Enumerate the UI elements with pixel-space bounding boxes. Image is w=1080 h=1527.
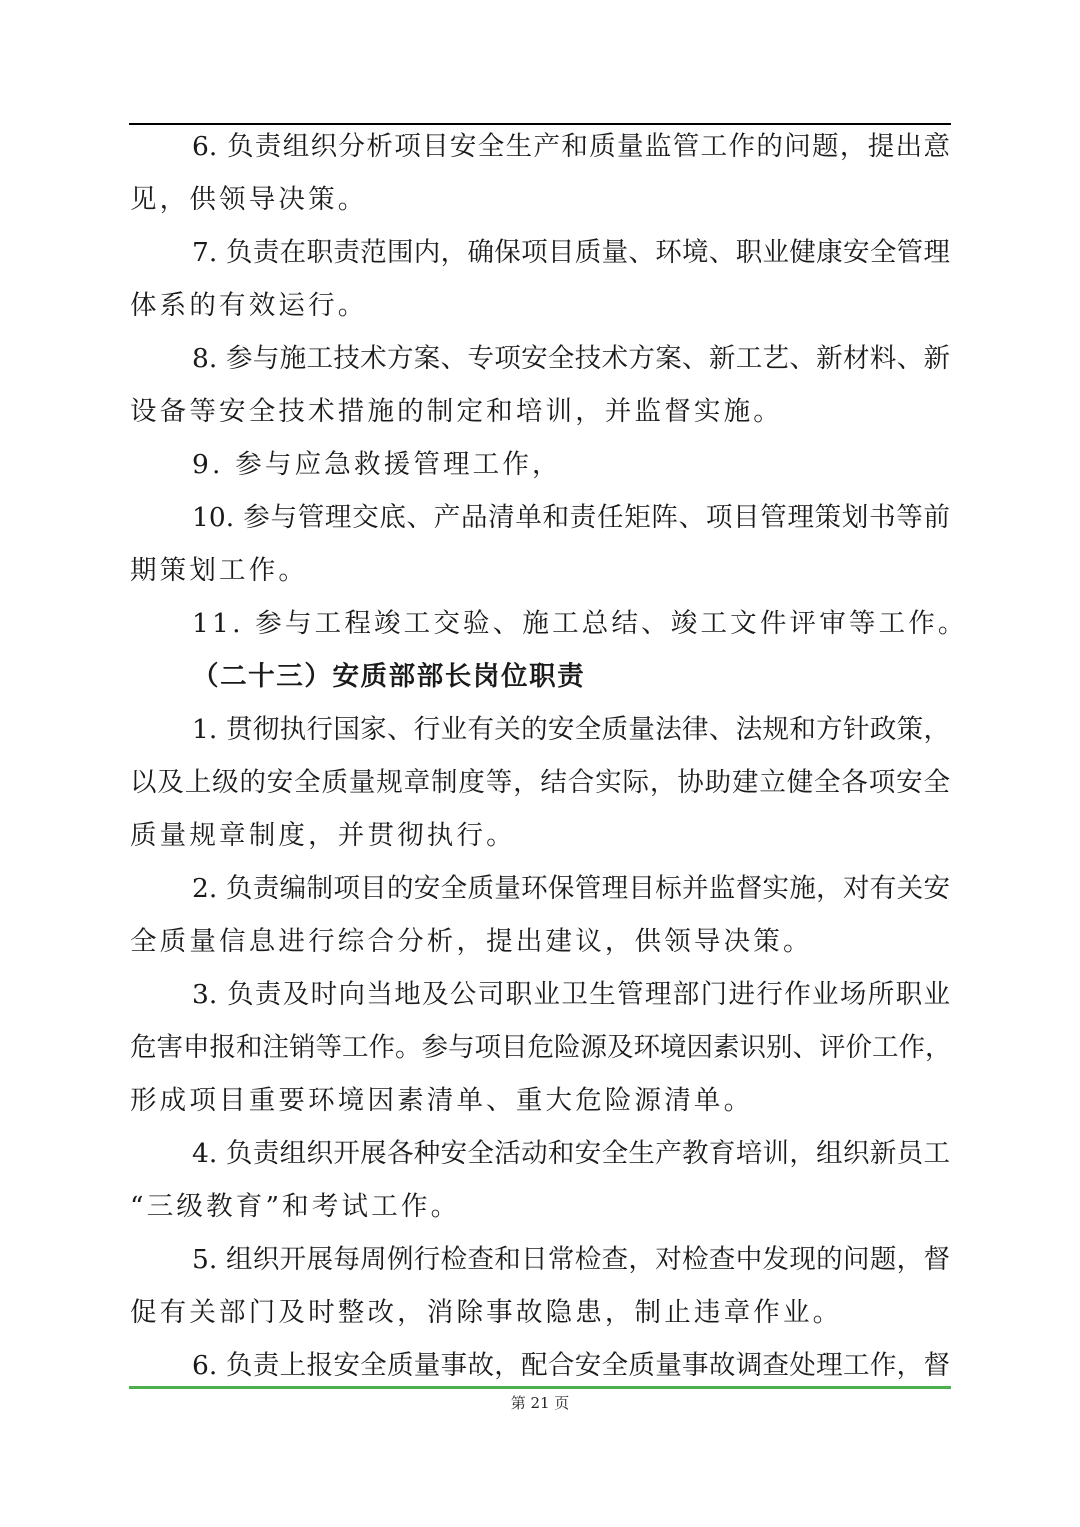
footer-rule xyxy=(129,1386,951,1389)
text-line: 见，供领导决策。 xyxy=(130,184,368,215)
text-line: 3. 负责及时向当地及公司职业卫生管理部门进行作业场所职业 xyxy=(192,979,950,1010)
text-line: “三级教育”和考试工作。 xyxy=(130,1191,461,1222)
text-line: 5. 组织开展每周例行检查和日常检查，对检查中发现的问题，督 xyxy=(192,1244,950,1275)
text-line: 6. 负责上报安全质量事故，配合安全质量事故调查处理工作，督 xyxy=(192,1350,950,1381)
document-body xyxy=(130,120,968,1392)
page-number: 第 21 页 xyxy=(510,1394,570,1412)
text-line: 10. 参与管理交底、产品清单和责任矩阵、项目管理策划书等前 xyxy=(192,502,950,533)
text-line: 6. 负责组织分析项目安全生产和质量监管工作的问题，提出意 xyxy=(192,131,950,162)
text-line: 9. 参与应急救援管理工作， xyxy=(192,449,562,480)
text-line: 促有关部门及时整改，消除事故隐患，制止违章作业。 xyxy=(130,1297,843,1328)
text-line: 全质量信息进行综合分析，提出建议，供领导决策。 xyxy=(130,926,813,957)
text-line: 11. 参与工程竣工交验、施工总结、竣工文件评审等工作。 xyxy=(192,608,968,639)
text-line: 8. 参与施工技术方案、专项安全技术方案、新工艺、新材料、新 xyxy=(192,343,950,374)
text-line: 以及上级的安全质量规章制度等，结合实际，协助建立健全各项安全 xyxy=(130,767,950,798)
text-line: 2. 负责编制项目的安全质量环保管理目标并监督实施，对有关安 xyxy=(192,873,950,904)
text-line: 7. 负责在职责范围内，确保项目质量、环境、职业健康安全管理 xyxy=(192,237,950,268)
text-line: 形成项目重要环境因素清单、重大危险源清单。 xyxy=(130,1085,754,1116)
section-heading: （二十三）安质部部长岗位职责 xyxy=(192,661,586,692)
text-line: 1. 贯彻执行国家、行业有关的安全质量法律、法规和方针政策， xyxy=(192,714,950,745)
text-line: 质量规章制度，并贯彻执行。 xyxy=(130,820,516,851)
text-line: 体系的有效运行。 xyxy=(130,290,368,321)
text-line: 4. 负责组织开展各种安全活动和安全生产教育培训，组织新员工 xyxy=(192,1138,950,1169)
text-line: 设备等安全技术措施的制定和培训，并监督实施。 xyxy=(130,396,783,427)
text-line: 危害申报和注销等工作。参与项目危险源及环境因素识别、评价工作， xyxy=(130,1032,952,1063)
text-line: 期策划工作。 xyxy=(130,555,309,586)
